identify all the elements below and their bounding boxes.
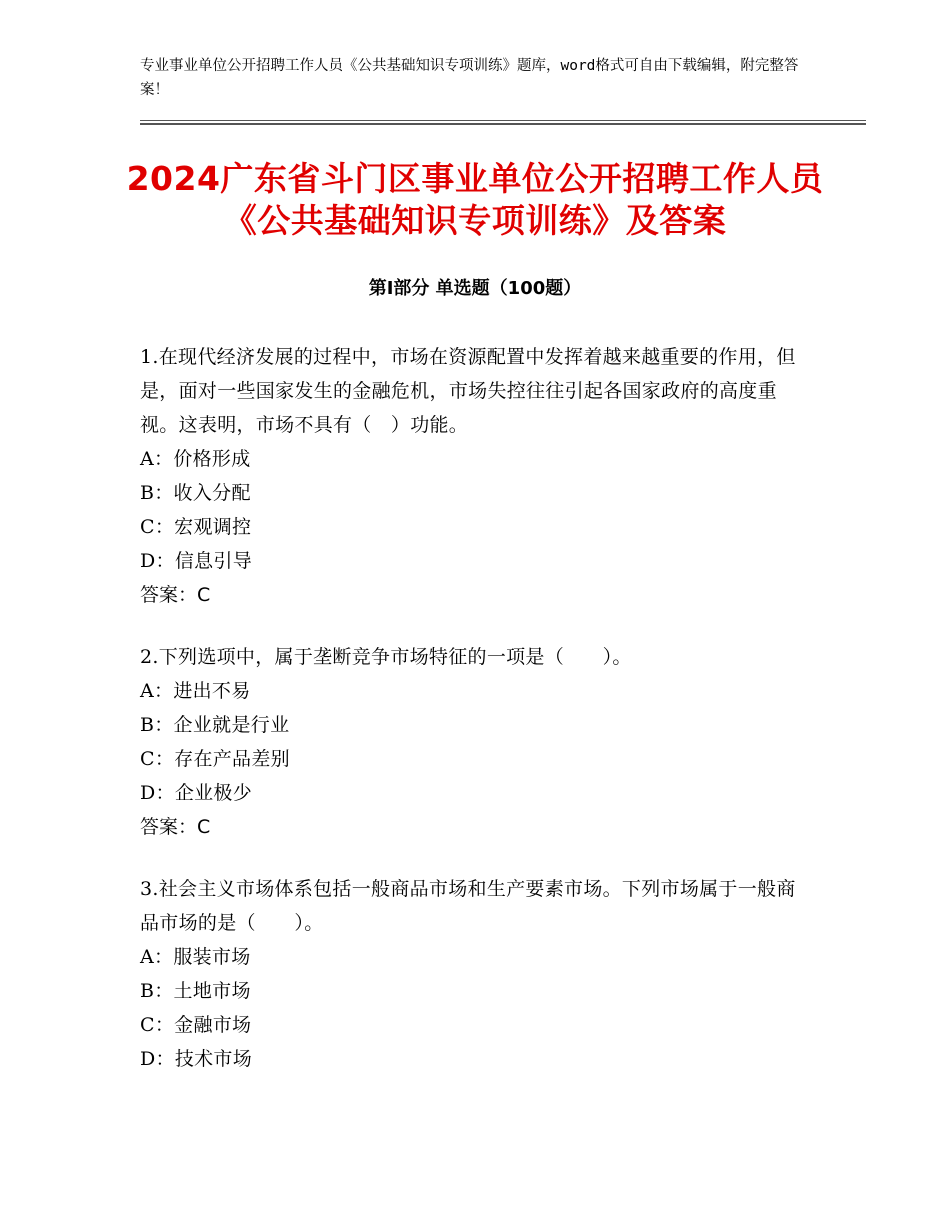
option-b: B：土地市场 — [140, 980, 251, 1002]
option-a: A：服装市场 — [140, 946, 251, 968]
question-3 — [140, 872, 805, 1076]
option-a: A：进出不易 — [140, 680, 251, 702]
header-note: 专业事业单位公开招聘工作人员《公共基础知识专项训练》题库，word格式可自由下载编辑，附完整答案！ — [140, 58, 799, 98]
question-stem: 2.下列选项中，属于垄断竞争市场特征的一项是（ ）。 — [140, 646, 632, 668]
option-c: C：金融市场 — [140, 1014, 252, 1036]
question-1 — [140, 340, 805, 612]
option-c: C：宏观调控 — [140, 516, 252, 538]
document-title: 2024广东省斗门区事业单位公开招聘工作人员《公共基础知识专项训练》及答案 — [126, 159, 824, 240]
option-d: D：技术市场 — [140, 1048, 253, 1070]
option-d: D：信息引导 — [140, 550, 253, 572]
section-heading: 第I部分 单选题（100题） — [368, 278, 582, 299]
option-a: A：价格形成 — [140, 448, 251, 470]
option-b: B：企业就是行业 — [140, 714, 290, 736]
question-2 — [140, 640, 805, 844]
question-stem: 1.在现代经济发展的过程中，市场在资源配置中发挥着越来越重要的作用，但是，面对一些国家发生的金融危机，市场失控往往引起各国家政府的高度重视。这表明，市场不具有（ ）功能。 — [140, 346, 796, 436]
question-list — [140, 340, 805, 1104]
option-d: D：企业极少 — [140, 782, 253, 804]
option-c: C：存在产品差别 — [140, 748, 290, 770]
option-b: B：收入分配 — [140, 482, 251, 504]
header-divider — [140, 120, 866, 125]
answer: 答案：C — [140, 584, 211, 606]
question-stem: 3.社会主义市场体系包括一般商品市场和生产要素市场。下列市场属于一般商品市场的是（ ）。 — [140, 878, 796, 934]
answer: 答案：C — [140, 816, 211, 838]
